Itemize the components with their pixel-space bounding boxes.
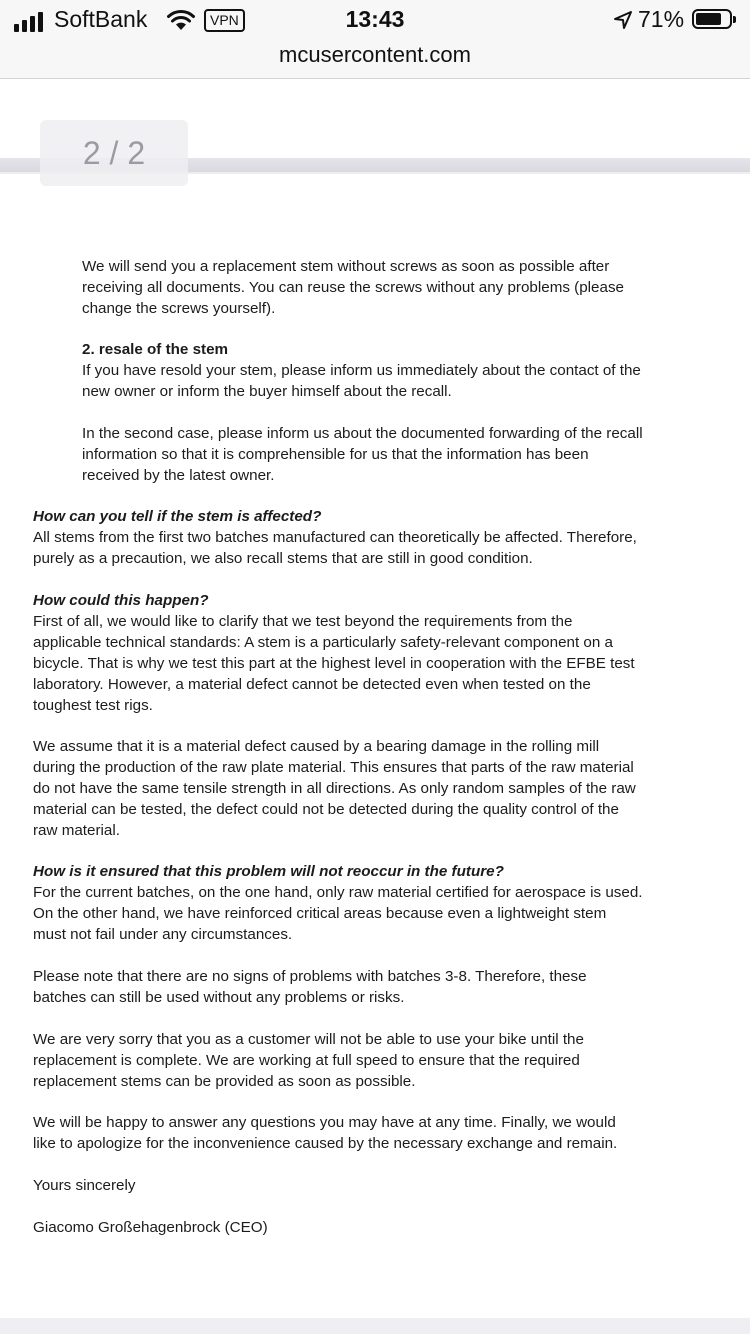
address-bar[interactable] [0,40,750,79]
paragraph-affected: All stems from the first two batches manufactured can theoretically be affected. Therefore, purely as a precaution, we also recall stems that are still in good condition. [33,529,637,567]
closing-line: Yours sincerely [33,1177,136,1194]
location-arrow-icon [612,9,634,31]
page-indicator: 2 / 2 [40,120,188,186]
paragraph-future: For the current batches, on the one hand, only raw material certified for aerospace is used. On the other hand, we have reinforced critical areas because even a lightweight stem must not fail under any circumstances. [33,884,643,943]
wifi-icon [166,9,196,31]
battery-icon [692,9,732,29]
paragraph-batches: Please note that there are no signs of problems with batches 3-8. Therefore, these batches can still be used without any problems or risks. [33,968,587,1006]
paragraph-second-case: In the second case, please inform us about the documented forwarding of the recall information so that it is comprehensible for us that the information has been received by the latest owner. [82,425,643,484]
paragraph-resale: If you have resold your stem, please inform us immediately about the contact of the new owner or inform the buyer himself about the recall. [82,362,641,400]
heading-resale: 2. resale of the stem [82,341,229,358]
paragraph-assume: We assume that it is a material defect caused by a bearing damage in the rolling mill during the production of the raw plate material. This ensures that parts of the raw material do not have the same tensile strength in all directions. As only random samples of the raw material can be tested, the defect could not be detected during the quality control of the raw material. [33,738,636,839]
paragraph-replacement: We will send you a replacement stem without screws as soon as possible after receiving all documents. You can reuse the screws without any problems (please change the screws yourself). [82,258,624,317]
heading-future: How is it ensured that this problem will not reoccur in the future? [33,863,504,880]
vpn-badge: VPN [204,9,245,32]
status-bar [0,0,750,40]
heading-happen: How could this happen? [33,592,209,609]
paragraph-questions: We will be happy to answer any questions you may have at any time. Finally, we would like to apologize for the inconvenience caused by the necessary exchange and remain. [33,1114,618,1152]
paragraph-sorry: We are very sorry that you as a customer will not be able to use your bike until the replacement is complete. We are working at full speed to ensure that the required replacement stems can be provided as soon as possible. [33,1031,584,1090]
cellular-signal-icon [14,10,46,32]
heading-affected: How can you tell if the stem is affected? [33,508,322,525]
url-text[interactable]: mcusercontent.com [279,42,471,67]
battery-percentage: 71% [638,6,685,32]
clock: 13:43 [345,6,405,32]
bottom-toolbar-edge [0,1318,750,1334]
carrier-name: SoftBank [54,6,148,32]
paragraph-happen: First of all, we would like to clarify that we test beyond the requirements from the applicable technical standards: A stem is a particularly safety-relevant component on a bicycle. That is why we test this part at the highest level in cooperation with the EFBE test laboratory. However, a material defect cannot be detected even when tested on the toughest test rigs. [33,613,635,714]
signature: Giacomo Großehagenbrock (CEO) [33,1219,268,1236]
